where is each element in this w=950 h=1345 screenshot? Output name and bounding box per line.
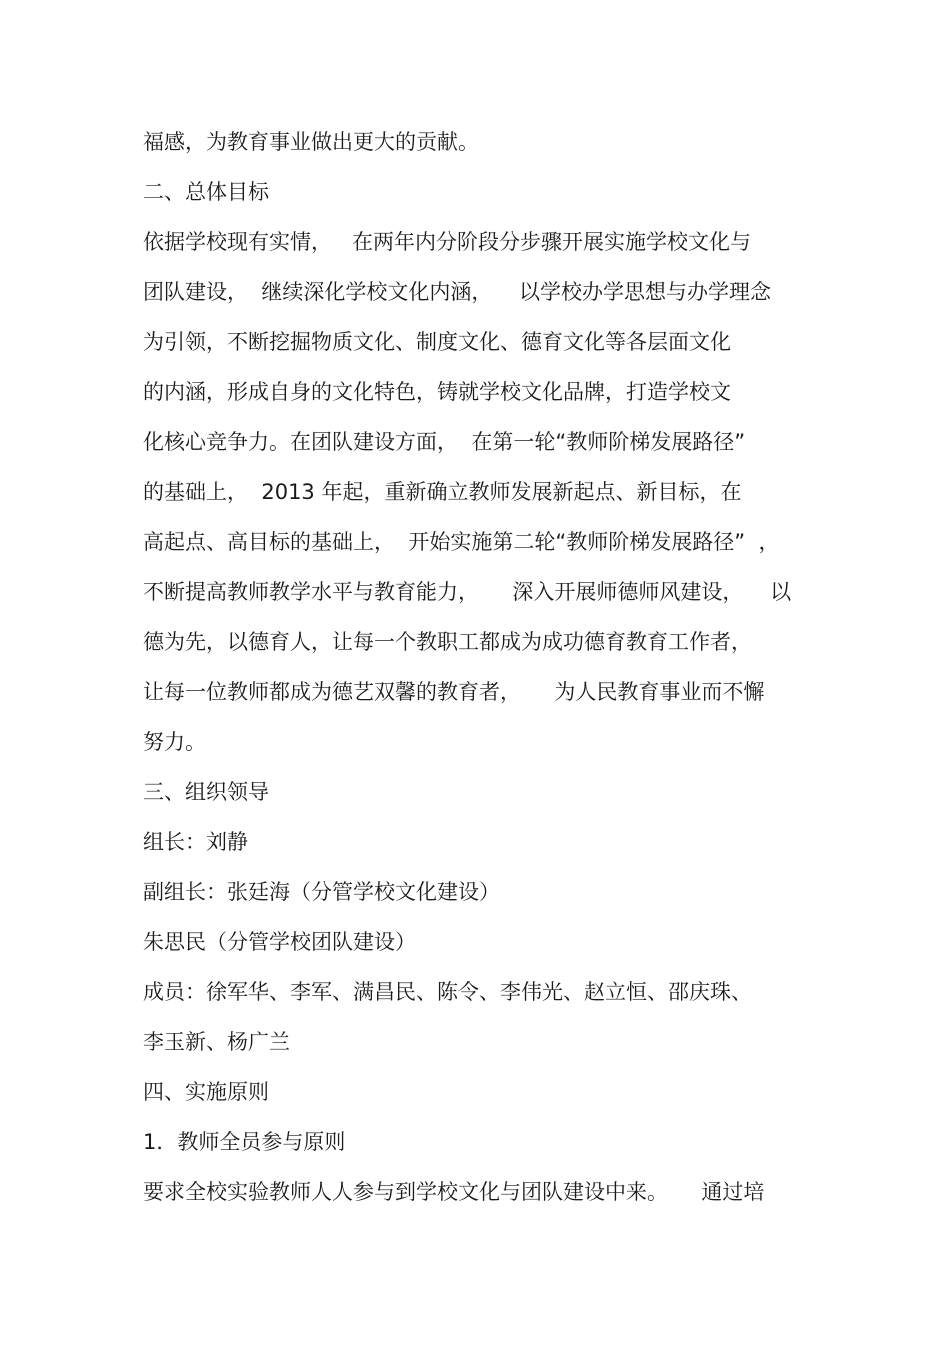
text-line: 组长：刘静 [143, 830, 248, 854]
text-line: 高起点、高目标的基础上， 开始实施第二轮“教师阶梯发展路径” ， [143, 530, 780, 554]
text-line: 让每一位教师都成为德艺双馨的教育者， 为人民教育事业而不懈 [143, 680, 765, 704]
text-line: 福感，为教育事业做出更大的贡献。 [143, 130, 479, 154]
text-line: 的内涵，形成自身的文化特色，铸就学校文化品牌，打造学校文 [143, 380, 731, 404]
section-heading: 二、总体目标 [143, 180, 269, 204]
text-line: 不断提高教师教学水平与教育能力， 深入开展师德师风建设， 以 [143, 580, 792, 604]
text-line: 德为先，以德育人，让每一个教职工都成为成功德育教育工作者， [143, 630, 752, 654]
text-line: 为引领，不断挖掘物质文化、制度文化、德育文化等各层面文化 [143, 330, 731, 354]
subsection-heading: 1．教师全员参与原则 [143, 1130, 346, 1154]
text-line: 李玉新、杨广兰 [143, 1030, 290, 1054]
text-line: 朱思民（分管学校团队建设） [143, 930, 416, 954]
text-line: 副组长：张廷海（分管学校文化建设） [143, 880, 500, 904]
text-line: 成员：徐军华、李军、满昌民、陈令、李伟光、赵立恒、邵庆珠、 [143, 980, 752, 1004]
section-heading: 三、组织领导 [143, 780, 269, 804]
text-line: 努力。 [143, 730, 206, 754]
section-heading: 四、实施原则 [143, 1080, 269, 1104]
text-line: 依据学校现有实情， 在两年内分阶段分步骤开展实施学校文化与 [143, 230, 752, 254]
text-line: 团队建设， 继续深化学校文化内涵， 以学校办学思想与办学理念 [143, 280, 772, 304]
text-line: 要求全校实验教师人人参与到学校文化与团队建设中来。 通过培 [143, 1180, 765, 1204]
text-line: 的基础上， 2013 年起，重新确立教师发展新起点、新目标，在 [143, 480, 742, 504]
text-line: 化核心竞争力。在团队建设方面， 在第一轮“教师阶梯发展路径” [143, 430, 746, 454]
